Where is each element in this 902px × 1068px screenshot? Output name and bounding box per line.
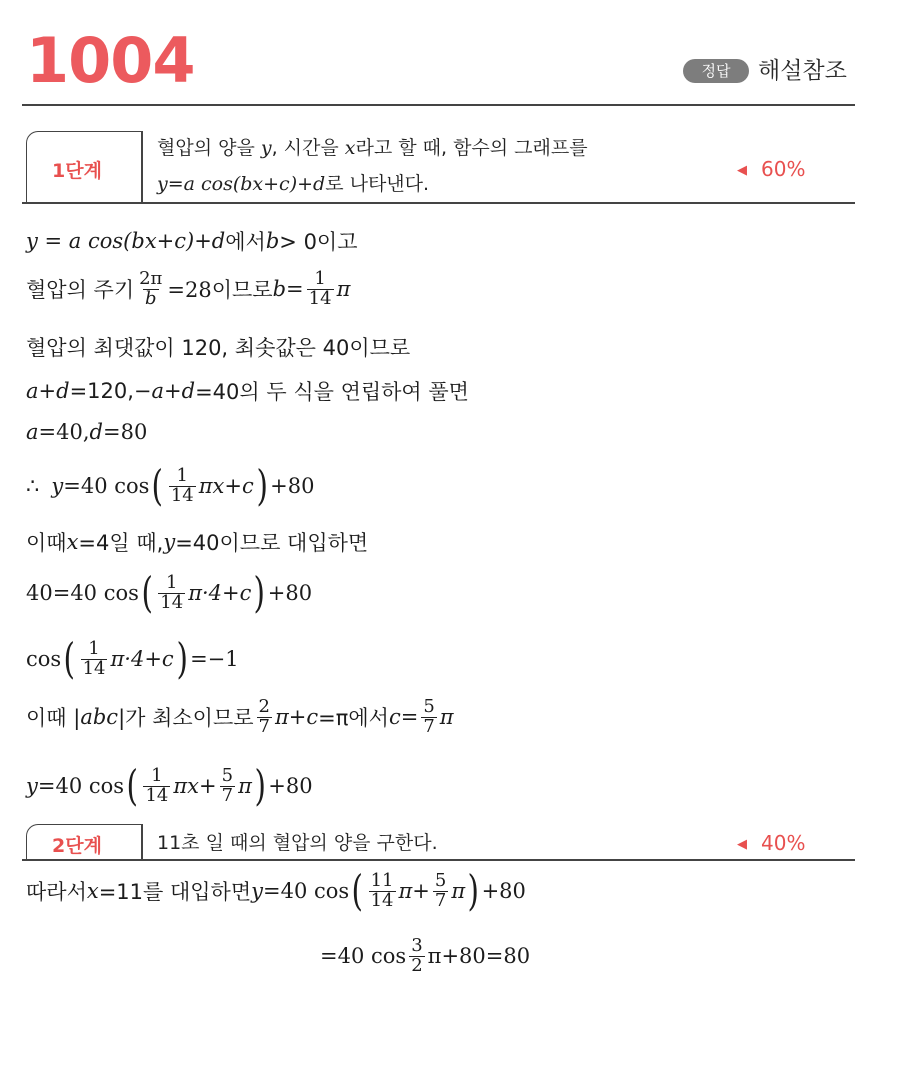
problem-number: 1004 [26,24,195,97]
step1-label: 1단계 [52,160,102,182]
solution-line-8: 40=40 cos ( $\frac{1}{14}$ π·4+c ) +80 [26,568,313,617]
step1-percent: ◀ 60% [737,157,806,181]
solution-line-6: ∴ y =40 cos ( $\frac{1}{14}$ πx+c ) +80 [26,461,315,510]
step2-label: 2단계 [52,835,102,857]
step2-divider [141,824,143,860]
step1-rule [22,202,855,204]
solution-line-7: 이때 x =4일 때, y =40이므로 대입하면 [26,530,369,555]
solution-line-9: cos ( $\frac{1}{14}$ π·4+c ) =−1 [26,634,239,683]
solution-line-3: 혈압의 최댓값이 120, 최솟값은 40이므로 [26,336,411,360]
step1-desc-line2: y=a cos(bx+c)+d로 나타낸다. [157,173,430,195]
solution-line-13: =40 cos $\frac{3}{2}$ π+80=80 [320,935,531,976]
answer-text: 해설참조 [758,58,847,84]
triangle-left-icon: ◀ [737,837,747,852]
step1-divider [141,131,143,203]
solution-line-12: 따라서 x =11를 대입하면 y =40 cos ( $\frac{11}{14}$ π+ $\frac{5}{7}$ π ) +80 [26,866,526,915]
header-rule [22,104,855,106]
solution-line-11: y =40 cos ( $\frac{1}{14}$ πx+ $\frac{5}{7}$ π ) +80 [26,761,313,810]
step2-rule [22,859,855,861]
solution-line-1: y = a cos(bx+c)+d 에서 b > 0이고 [26,229,358,254]
solution-line-2: 혈압의 주기 $\frac{2\pi}{b}$ =28이므로 b = $\frac{1}{14}$ π [26,268,351,309]
triangle-left-icon: ◀ [737,163,747,178]
solution-line-5: a =40, d =80 [26,420,148,444]
step2-percent: ◀ 40% [737,831,806,855]
solution-line-4: a+d =120, −a+d =40의 두 식을 연립하여 풀면 [26,379,469,404]
step2-desc: 11초 일 때의 혈압의 양을 구한다. [157,832,438,854]
answer-badge: 정답 [683,59,749,83]
step1-desc-line1: 혈압의 양을 y, 시간을 x라고 할 때, 함수의 그래프를 [157,137,588,159]
solution-line-10: 이때 | abc |가 최소이므로 $\frac{2}{7}$ π+ c =π에서 c = $\frac{5}{7}$ π [26,696,454,737]
